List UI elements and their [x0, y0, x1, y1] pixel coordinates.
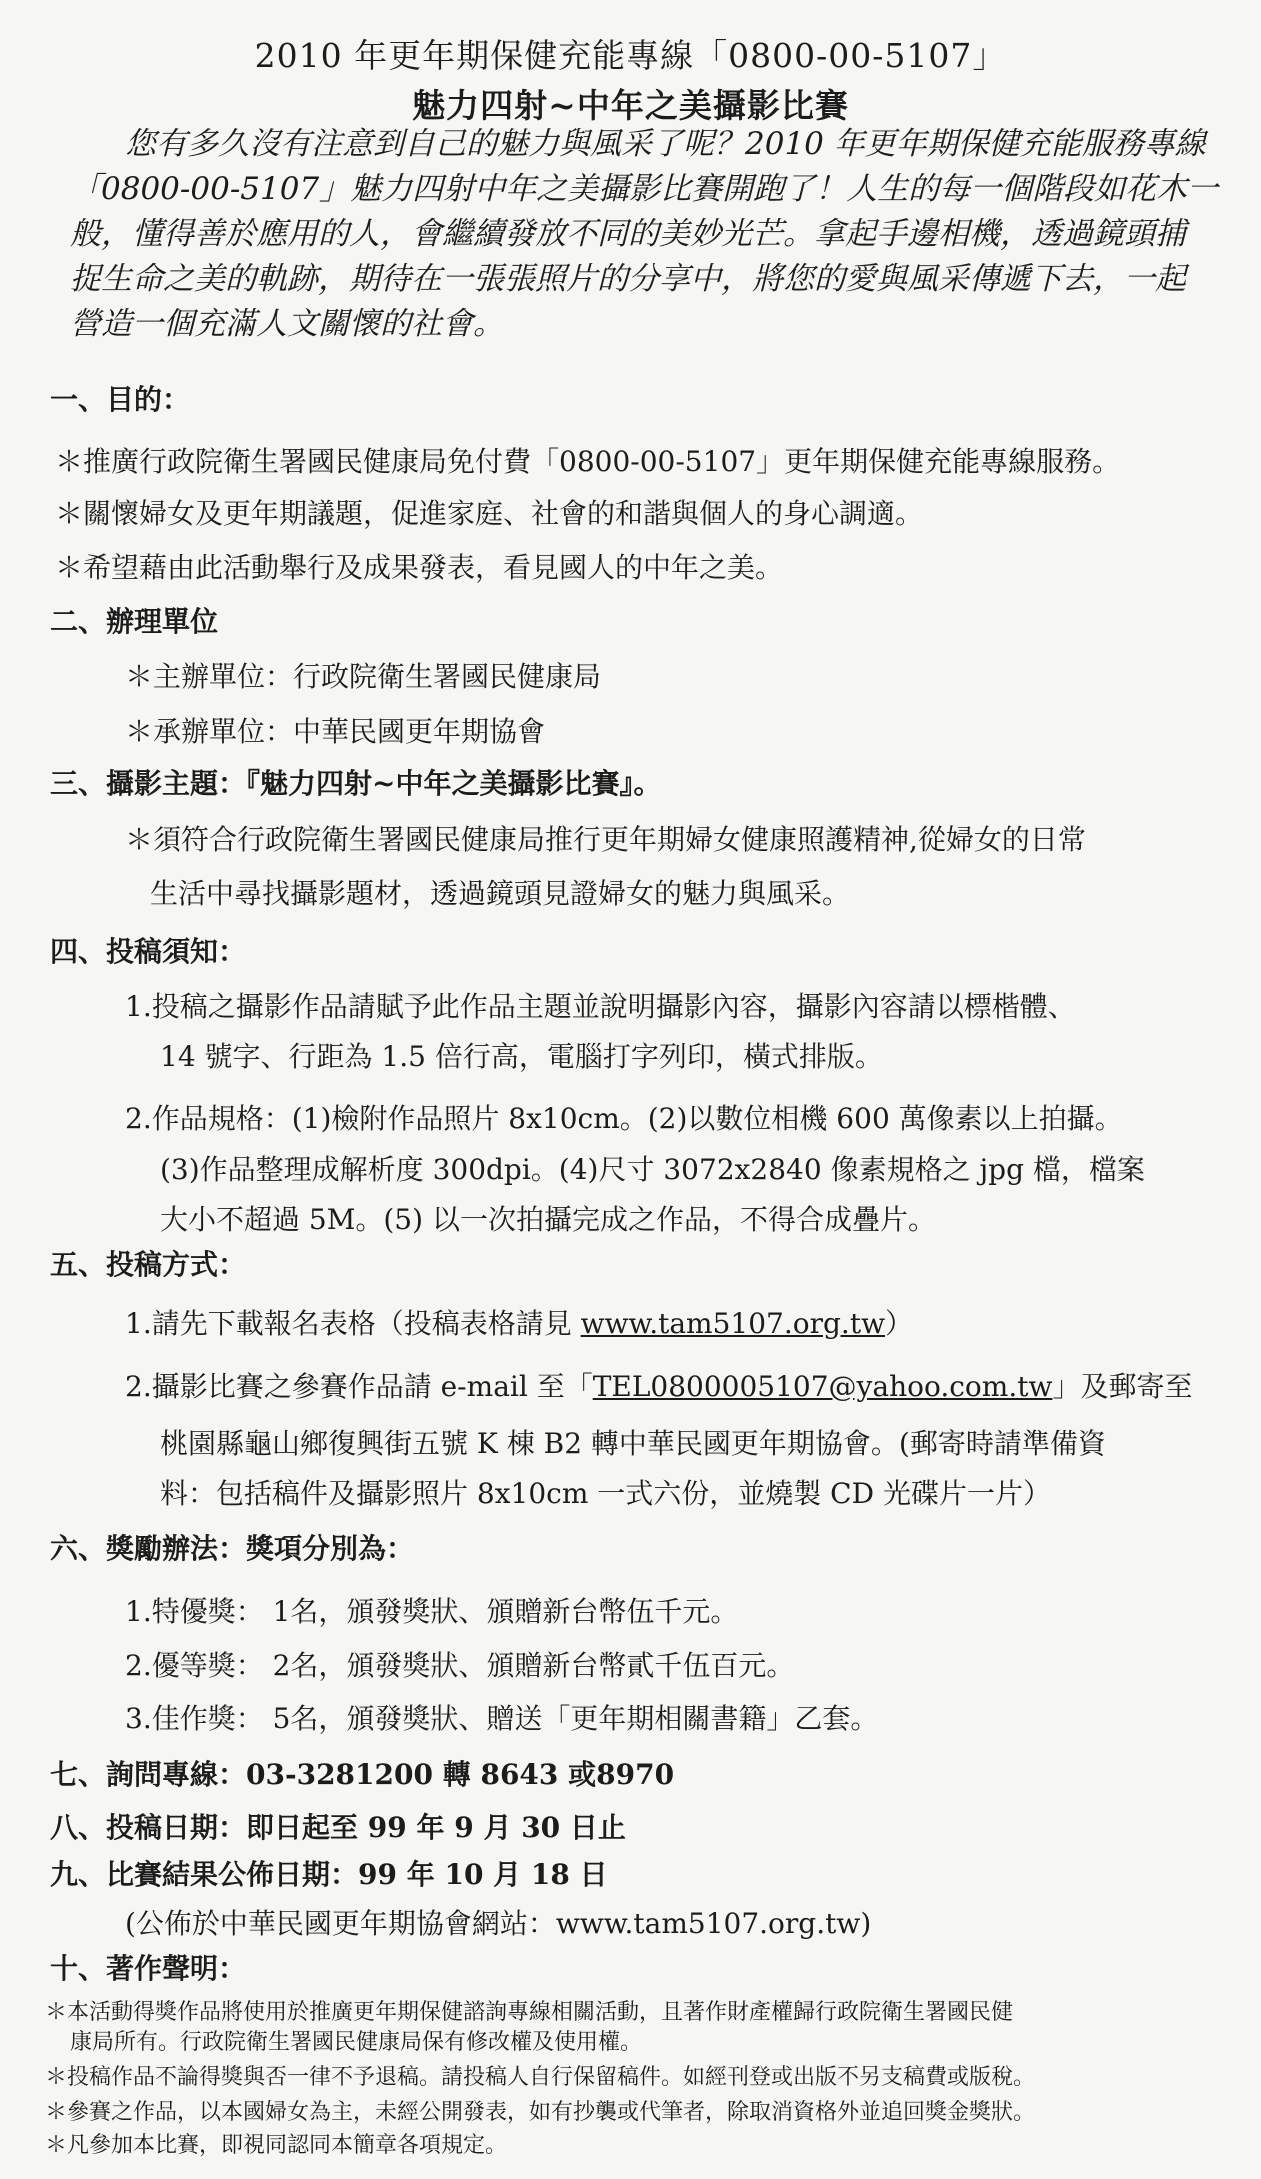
section-heading-submission-method: 五、投稿方式：	[50, 1248, 247, 1281]
purpose-item: ＊關懷婦女及更年期議題，促進家庭、社會的和諧與個人的身心調適。	[55, 497, 924, 530]
theme-line: ＊須符合行政院衛生署國民健康局推行更年期婦女健康照護精神,從婦女的日常	[125, 823, 1086, 856]
rule-line: 14 號字、行距為 1.5 倍行高，電腦打字列印，橫式排版。	[160, 1040, 883, 1073]
organizer-item: ＊承辦單位：中華民國更年期協會	[125, 715, 546, 748]
rule-line: 1.投稿之攝影作品請賦予此作品主題並說明攝影內容，攝影內容請以標楷體、	[125, 990, 1076, 1023]
section-heading-purpose: 一、目的：	[50, 383, 191, 416]
method-text: 」及郵寄至	[1052, 1370, 1193, 1403]
method-line: 桃園縣龜山鄉復興街五號 K 棟 B2 轉中華民國更年期協會。(郵寄時請準備資	[160, 1427, 1106, 1460]
award-item: 3.佳作獎： 5名，頒發獎狀、贈送「更年期相關書籍」乙套。	[125, 1702, 879, 1735]
theme-line: 生活中尋找攝影題材，透過鏡頭見證婦女的魅力與風采。	[150, 877, 851, 910]
rule-line: 大小不超過 5M。(5) 以一次拍攝完成之作品，不得合成疊片。	[160, 1203, 936, 1236]
intro-line: 捉生命之美的軌跡，期待在一張張照片的分享中，將您的愛與風采傳遞下去，一起	[70, 261, 1186, 297]
award-item: 2.優等獎： 2名，頒發獎狀、頒贈新台幣貳千伍百元。	[125, 1649, 795, 1682]
document-subtitle: 魅力四射~中年之美攝影比賽	[412, 86, 849, 125]
purpose-item: ＊希望藉由此活動舉行及成果發表，看見國人的中年之美。	[55, 551, 784, 584]
website-link[interactable]: www.tam5107.org.tw	[580, 1307, 886, 1340]
copyright-line: ＊本活動得獎作品將使用於推廣更年期保健諮詢專線相關活動，且著作財產權歸行政院衛生署國民健	[45, 2000, 1014, 2025]
result-announcement-note: (公佈於中華民國更年期協會網站：www.tam5107.org.tw)	[125, 1907, 872, 1940]
method-text: 1.請先下載報名表格（投稿表格請見	[125, 1307, 581, 1340]
section-heading-organizers: 二、辦理單位	[50, 605, 219, 638]
document-title: 2010 年更年期保健充能專線「0800-00-5107」	[254, 36, 1007, 75]
section-heading-copyright: 十、著作聲明：	[50, 1952, 247, 1985]
intro-line: 您有多久沒有注意到自己的魅力與風采了呢？2010 年更年期保健充能服務專線	[125, 126, 1206, 162]
method-text: ）	[885, 1307, 914, 1340]
organizer-item: ＊主辦單位：行政院衛生署國民健康局	[125, 660, 602, 693]
method-line	[125, 1365, 1192, 1405]
section-result-date: 九、比賽結果公佈日期：99 年 10 月 18 日	[50, 1858, 608, 1891]
method-line: 料：包括稿件及攝影照片 8x10cm 一式六份，並燒製 CD 光碟片一片）	[160, 1477, 1051, 1510]
intro-line: 「0800-00-5107」魅力四射中年之美攝影比賽開跑了！人生的每一個階段如花木一	[70, 171, 1219, 207]
purpose-item: ＊推廣行政院衛生署國民健康局免付費「0800-00-5107」更年期保健充能專線服務。	[55, 445, 1121, 478]
rule-line: (3)作品整理成解析度 300dpi。(4)尺寸 3072x2840 像素規格之 jpg 檔，檔案	[160, 1153, 1145, 1186]
intro-line: 般，懂得善於應用的人，會繼續發放不同的美妙光芒。拿起手邊相機，透過鏡頭捕	[70, 216, 1186, 252]
rule-line: 2.作品規格：(1)檢附作品照片 8x10cm。(2)以數位相機 600 萬像素以上拍攝。	[125, 1102, 1123, 1135]
intro-paragraph	[70, 122, 1219, 347]
copyright-line: ＊參賽之作品，以本國婦女為主，未經公開發表，如有抄襲或代筆者，除取消資格外並追回獎金獎狀。	[45, 2100, 1036, 2125]
section-heading-theme: 三、攝影主題：『魅力四射~中年之美攝影比賽』。	[50, 767, 662, 800]
section-heading-awards: 六、獎勵辦法：獎項分別為：	[50, 1532, 415, 1565]
method-line	[125, 1302, 913, 1342]
method-text: 2.攝影比賽之參賽作品請 e-mail 至「	[125, 1370, 593, 1403]
section-inquiry-line: 七、詢問專線：03-3281200 轉 8643 或8970	[50, 1758, 675, 1791]
intro-line: 營造一個充滿人文關懷的社會。	[70, 306, 504, 342]
section-submission-date: 八、投稿日期：即日起至 99 年 9 月 30 日止	[50, 1811, 626, 1844]
copyright-line: ＊投稿作品不論得獎與否一律不予退稿。請投稿人自行保留稿件。如經刊登或出版不另支稿費或版稅。	[45, 2065, 1036, 2090]
copyright-line: ＊凡參加本比賽，即視同認同本簡章各項規定。	[45, 2133, 508, 2158]
copyright-line: 康局所有。行政院衛生署國民健康局保有修改權及使用權。	[70, 2030, 643, 2055]
section-heading-submission-rules: 四、投稿須知：	[50, 935, 247, 968]
email-link[interactable]: TEL0800005107@yahoo.com.tw	[592, 1370, 1053, 1403]
award-item: 1.特優獎： 1名，頒發獎狀、頒贈新台幣伍千元。	[125, 1595, 739, 1628]
